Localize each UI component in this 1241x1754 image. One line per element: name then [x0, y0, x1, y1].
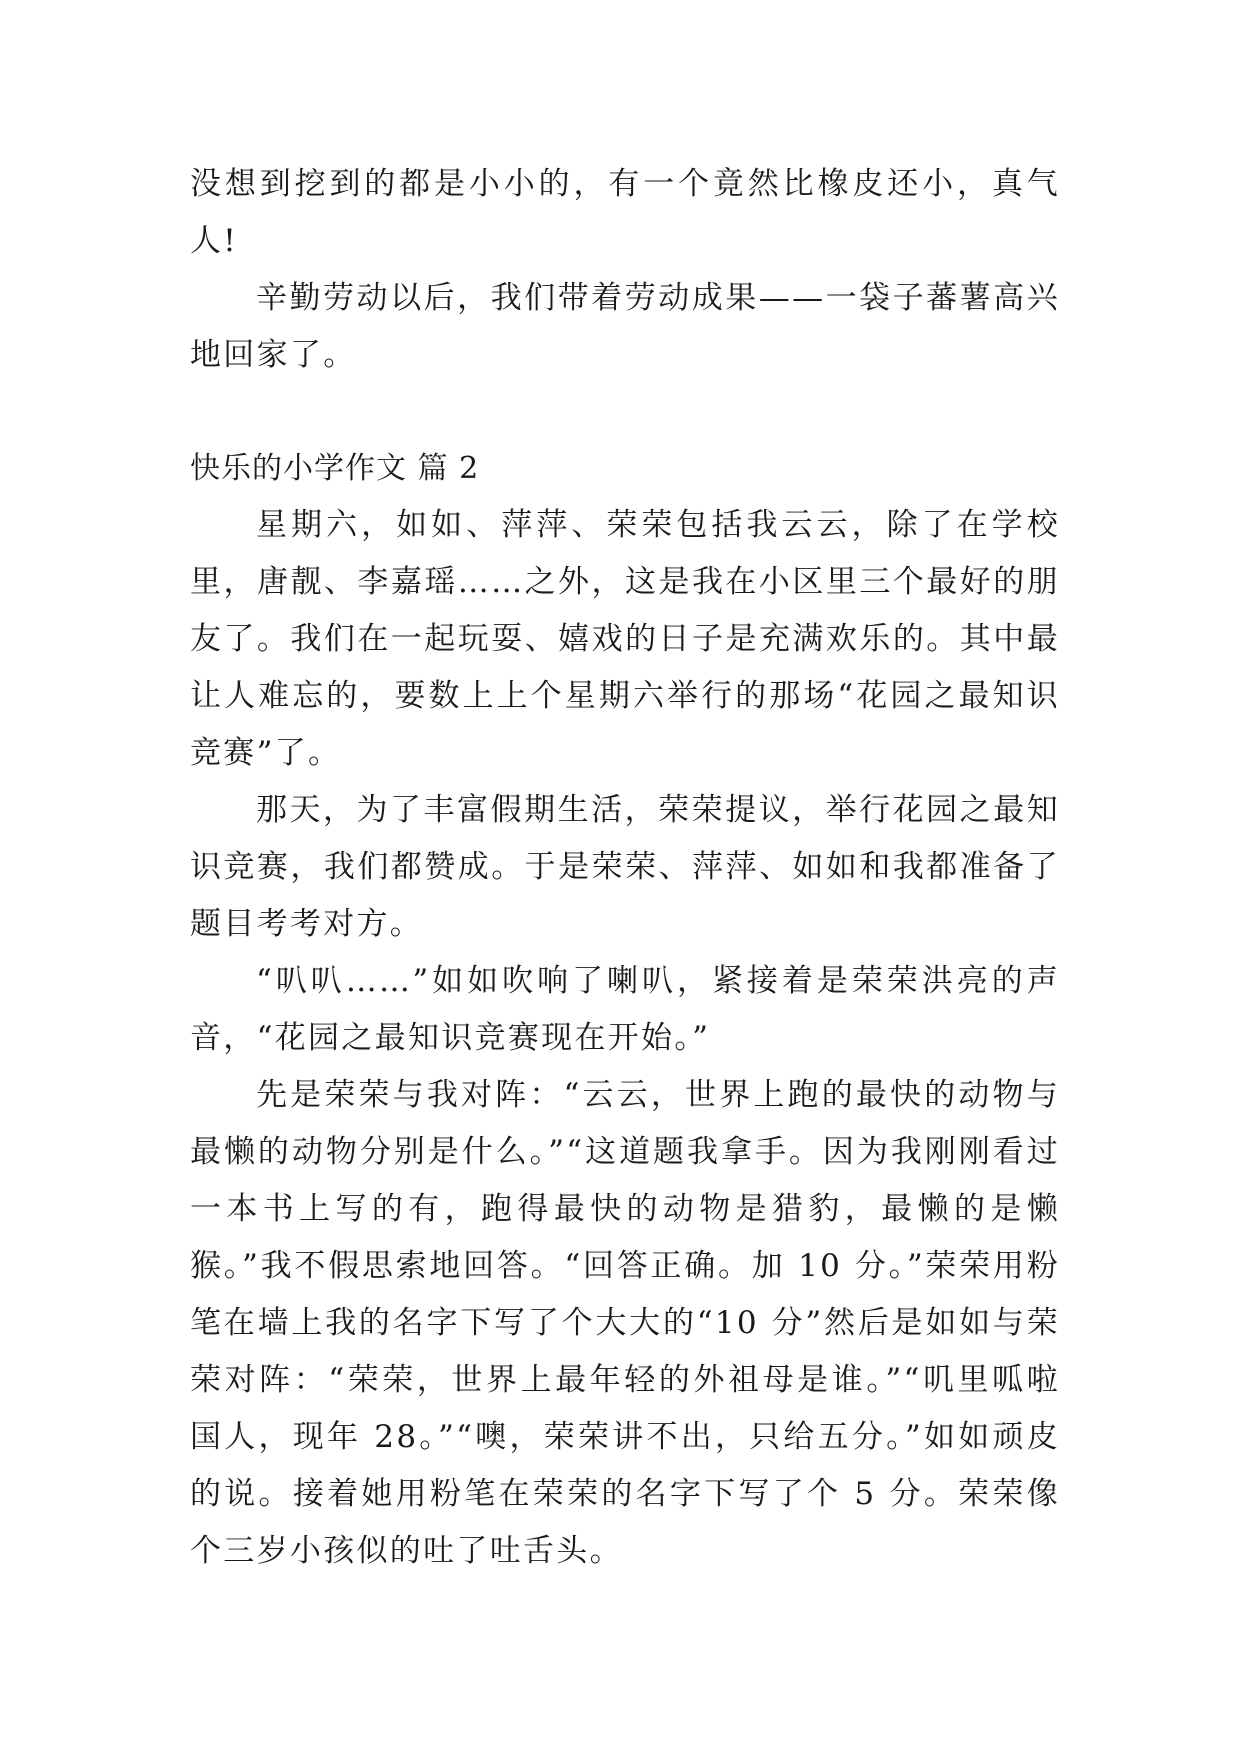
paragraph-continuation: 没想到挖到的都是小小的，有一个竟然比橡皮还小，真气人!	[190, 166, 1060, 259]
section-title: 快乐的小学作文 篇 2	[190, 451, 480, 486]
paragraph-friends: 星期六，如如、萍萍、荣荣包括我云云，除了在学校里，唐靓、李嘉瑶……之外，这是我在小区里三个最好的朋友了。我们在一起玩耍、嬉戏的日子是充满欢乐的。其中最让人难忘的，要数上上个星期六举行的那场“花园之最知识竞赛”了。	[190, 507, 1060, 771]
paragraph-start: “叭叭……”如如吹响了喇叭，紧接着是荣荣洪亮的声音，“花园之最知识竞赛现在开始。”	[190, 963, 1060, 1056]
paragraph-contest: 先是荣荣与我对阵：“云云，世界上跑的最快的动物与最懒的动物分别是什么。”“这道题我拿手。因为我刚刚看过一本书上写的有，跑得最快的动物是猎豹，最懒的是懒猴。”我不假思索地回答。“回答正确。加 10 分。”荣荣用粉笔在墙上我的名字下写了个大大的“10 分”然后是如如与荣荣对阵：“荣荣，世界上最年轻的外祖母是谁。”“叽里呱啦国人，现年 28。”“噢，荣荣讲不出，只给五分。”如如顽皮的说。接着她用粉笔在荣荣的名字下写了个 5 分。荣荣像个三岁小孩似的吐了吐舌头。	[190, 1077, 1060, 1569]
section-gap	[190, 384, 1060, 440]
paragraph-proposal: 那天，为了丰富假期生活，荣荣提议，举行花园之最知识竞赛，我们都赞成。于是荣荣、萍萍、如如和我都准备了题目考考对方。	[190, 792, 1060, 942]
document-page	[190, 156, 1060, 1580]
paragraph-return-home: 辛勤劳动以后，我们带着劳动成果——一袋子蕃薯高兴地回家了。	[190, 280, 1060, 373]
